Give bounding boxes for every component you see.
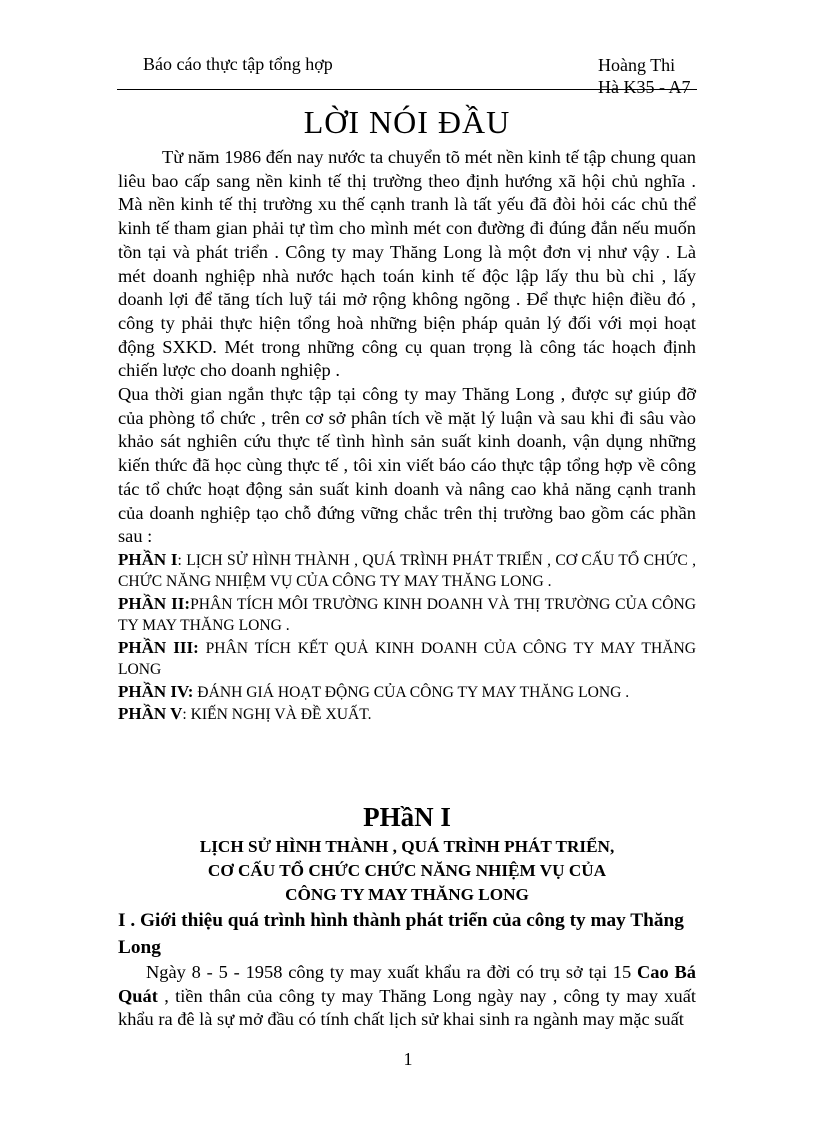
section-text: ĐÁNH GIÁ HOẠT ĐỘNG CỦA CÔNG TY MAY THĂNG LONG .: [193, 683, 630, 701]
section-list-item-3: [118, 637, 696, 681]
paragraph-text-end: , tiền thân của công ty may Thăng Long ngày nay , công ty may xuất khẩu ra đê là sự mở đầu có tính chất lịch sử khai sinh ra ngành may mặc suất: [118, 985, 696, 1030]
section-text: : KIẾN NGHỊ VÀ ĐỀ XUẤT.: [182, 706, 372, 724]
header-author: [598, 54, 691, 98]
section-label: PHẦN V: [118, 704, 183, 724]
section-list-item-4: [118, 681, 696, 704]
preface-paragraph-1: Từ năm 1986 đến nay nước ta chuyển tõ mét nền kinh tế tập chung quan liêu bao cấp sang nền kinh tế thị trường theo định hướng xã hội chủ nghĩa . Mà nền kinh tế thị trường xu thế cạnh tranh là tất yếu đã đòi hỏi các chủ thể kinh tế tham gian phải tự tìm cho mình mét con đường đi đúng đắn nếu muốn tồn tại và phát triển . Công ty may Thăng Long là một đơn vị như vậy . Là mét doanh nghiệp nhà nước hạch toán kinh tế độc lập lấy thu bù chi , lấy doanh lợi để tăng tích luỹ tái mở rộng không ngõng . Để thực hiện điều đó , công ty phải thực hiện tổng hoà những biện pháp quản lý đối với mọi hoạt động SXKD. Mét trong những công cụ quan trọng là công tác hoạch định chiến lược cho doanh nghiệp .: [118, 147, 696, 381]
section-heading: I . Giới thiệu quá trình hình thành phát triển của công ty may Thăng Long: [118, 909, 684, 958]
paragraph-text-start: Ngày 8 - 5 - 1958 công ty may xuất khẩu ra đời có trụ sở tại 15: [146, 961, 638, 982]
part-title: PHầN I: [363, 801, 451, 832]
header-report-title: Báo cáo thực tập tổng hợp: [143, 54, 333, 74]
part-subtitle-line-1: LỊCH SỬ HÌNH THÀNH , QUÁ TRÌNH PHÁT TRIỂN,: [199, 836, 615, 856]
section-text: : LỊCH SỬ HÌNH THÀNH , QUÁ TRÌNH PHÁT TRIỂN , CƠ CẤU TỔ CHỨC , CHỨC NĂNG NHIỆM VỤ CỦA CÔNG TY MAY THĂNG LONG .: [118, 551, 697, 591]
preface-title: LỜI NÓI ĐẦU: [303, 104, 511, 140]
section-text: PHÂN TÍCH KẾT QUẢ KINH DOANH CỦA CÔNG TY MAY THĂNG LONG: [118, 639, 696, 679]
section-label: PHẦN III:: [118, 637, 199, 657]
spacer: [118, 726, 696, 799]
history-paragraph: [118, 961, 696, 1032]
part-subtitle-line-2: CƠ CẤU TỔ CHỨC CHỨC NĂNG NHIỆM VỤ CỦA: [207, 860, 607, 880]
section-list-item-2: [118, 593, 696, 637]
address-bold: Cao Bá Quát: [118, 961, 696, 1006]
section-text: PHÂN TÍCH MÔI TRƯỜNG KINH DOANH VÀ THỊ TRƯỜNG CỦA CÔNG TY MAY THĂNG LONG .: [118, 595, 696, 635]
header-author-name: Hoàng Thi: [598, 55, 676, 75]
header-author-class: Hà K35 - A7: [598, 77, 691, 97]
section-label: PHẦN IV:: [118, 681, 194, 701]
section-label: PHẦN II:: [118, 593, 191, 613]
section-list-item-1: [118, 549, 696, 593]
header-divider: [117, 89, 697, 90]
section-label: PHẦN I: [118, 549, 178, 569]
part-subtitle-line-3: CÔNG TY MAY THĂNG LONG: [285, 884, 529, 904]
section-list-item-5: [118, 703, 696, 726]
preface-paragraph-2: Qua thời gian ngắn thực tập tại công ty may Thăng Long , được sự giúp đỡ của phòng tổ chức , trên cơ sở phân tích về mặt lý luận và sau khi đi sâu vào khảo sát nghiên cứu thực tế tình hình sản suất kinh doanh, vận dụng những kiến thức đã học cùng thực tế , tôi xin viết báo cáo thực tập tổng hợp về công tác tổ chức hoạt động sản suất kinh doanh và nâng cao khả năng cạnh tranh của doanh nghiệp tạo chỗ đứng vững chắc trên thị trường bao gồm các phần sau :: [118, 384, 696, 547]
page-number: 1: [403, 1049, 413, 1069]
document-body: [118, 146, 696, 1032]
